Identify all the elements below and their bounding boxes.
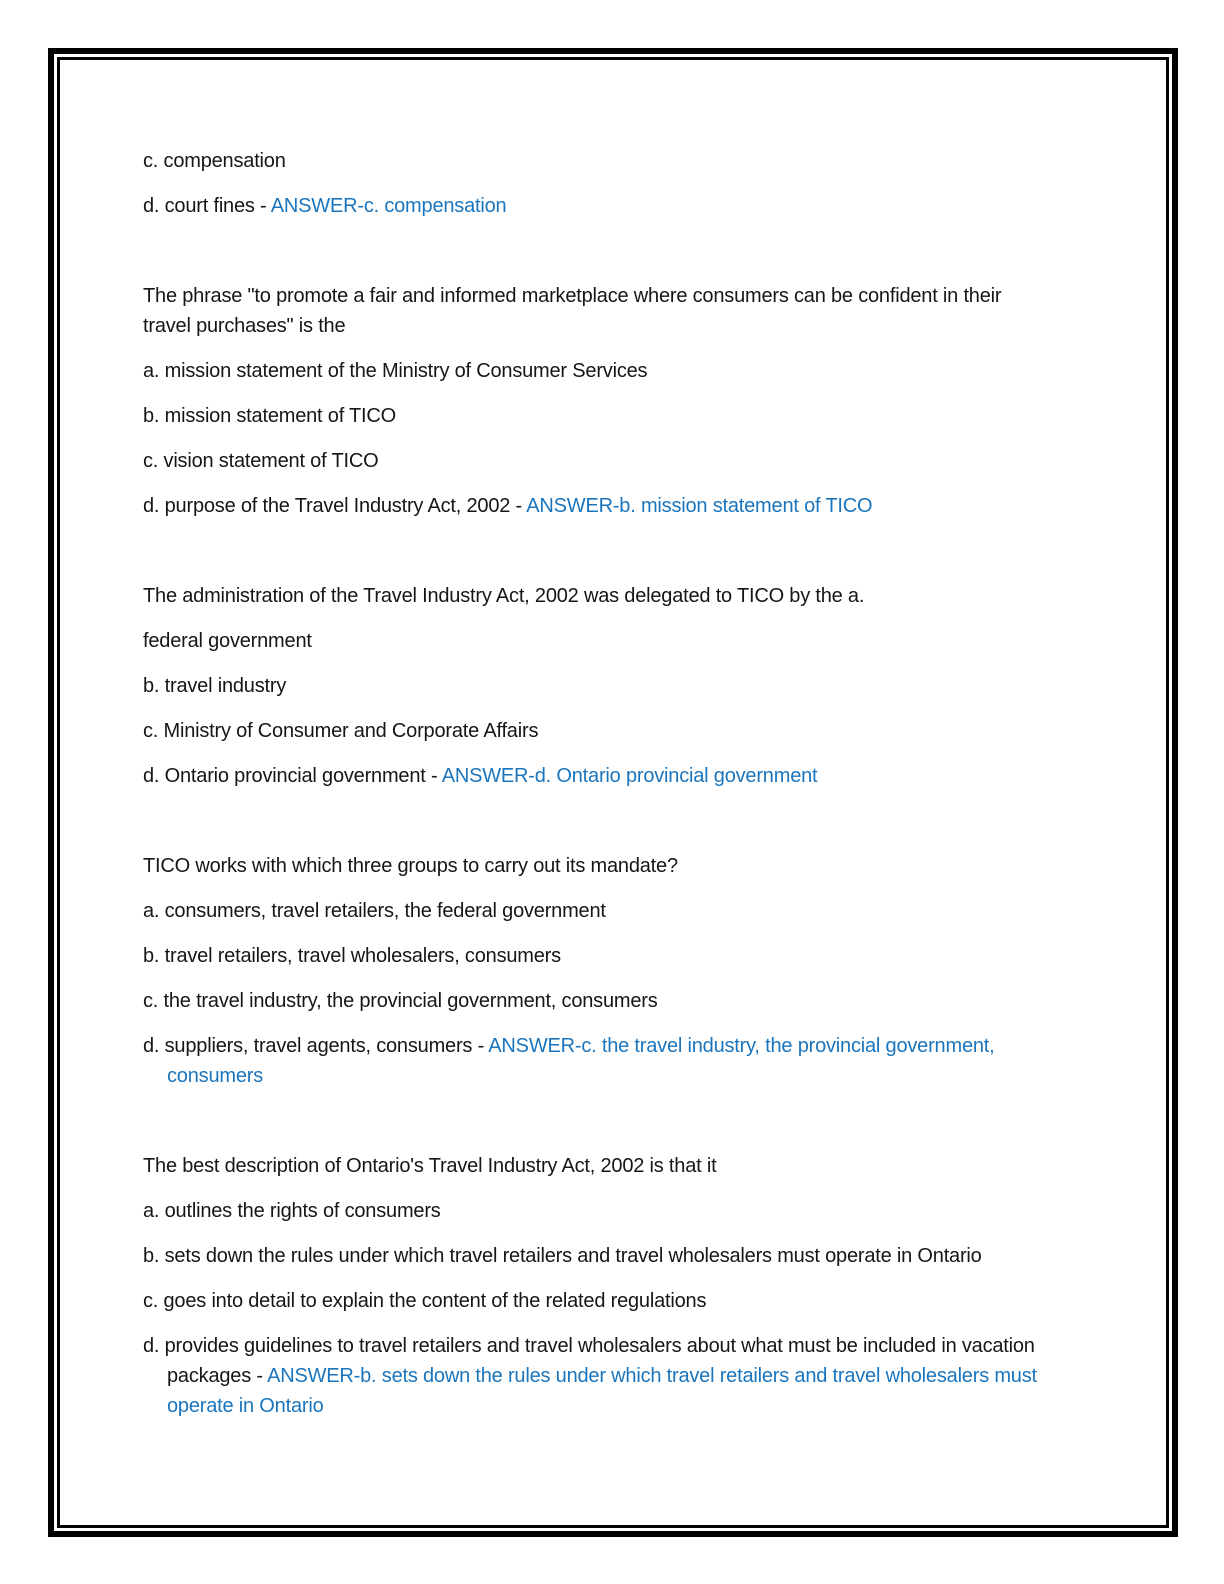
text-run: b. travel industry (143, 675, 287, 697)
question-text (143, 281, 1096, 341)
text-run: federal government (143, 630, 312, 652)
correct-answer-text: ANSWER-b. sets down the rules under which travel retailers and travel wholesalers must (267, 1365, 1037, 1387)
answer-option-line (143, 1196, 1096, 1226)
answer-option-line (143, 146, 1096, 176)
text-run: c. Ministry of Consumer and Corporate Affairs (143, 720, 539, 742)
text-run: d. suppliers, travel agents, consumers - (143, 1035, 489, 1057)
text-run: packages - (167, 1365, 268, 1387)
text-run: c. the travel industry, the provincial government, consumers (143, 990, 658, 1012)
correct-answer-text: operate in Ontario (167, 1395, 324, 1417)
answer-option-line (143, 671, 1096, 701)
correct-answer-text: ANSWER-c. the travel industry, the provincial government, (488, 1035, 995, 1057)
text-run: a. consumers, travel retailers, the federal government (143, 900, 606, 922)
paragraph-spacer (143, 236, 1096, 281)
answer-option-line (143, 896, 1096, 926)
paragraph-spacer (143, 1106, 1096, 1151)
paragraph-spacer (143, 806, 1096, 851)
page-border-frame (48, 48, 1178, 1537)
text-run: TICO works with which three groups to carry out its mandate? (143, 855, 678, 877)
text-run: b. mission statement of TICO (143, 405, 397, 427)
document-content (60, 60, 1166, 1421)
text-run: c. compensation (143, 150, 286, 172)
answer-option-line (143, 626, 1096, 656)
correct-answer-text: consumers (167, 1065, 264, 1087)
answer-option-line (143, 716, 1096, 746)
text-run: a. mission statement of the Ministry of Consumer Services (143, 360, 648, 382)
text-run: d. court fines - (143, 195, 271, 217)
answer-option-line (143, 401, 1096, 431)
paragraph-spacer (143, 536, 1096, 581)
correct-answer-text: ANSWER-c. compensation (270, 195, 507, 217)
answer-option-line (143, 191, 1096, 221)
answer-option-line (143, 1241, 1096, 1271)
text-run: travel purchases" is the (143, 315, 346, 337)
text-run: c. vision statement of TICO (143, 450, 379, 472)
answer-option-line (143, 1031, 1096, 1091)
text-run: a. outlines the rights of consumers (143, 1200, 441, 1222)
text-run: c. goes into detail to explain the content of the related regulations (143, 1290, 707, 1312)
text-run: The phrase "to promote a fair and informed marketplace where consumers can be confident in their (143, 285, 1002, 307)
answer-option-line (143, 356, 1096, 386)
question-text (143, 1151, 1096, 1181)
text-run: The best description of Ontario's Travel Industry Act, 2002 is that it (143, 1155, 717, 1177)
correct-answer-text: ANSWER-b. mission statement of TICO (526, 495, 873, 517)
answer-option-line (143, 761, 1096, 791)
text-run: d. purpose of the Travel Industry Act, 2002 - (143, 495, 527, 517)
text-run: d. Ontario provincial government - (143, 765, 442, 787)
answer-option-line (143, 986, 1096, 1016)
page-border-inner-line (57, 57, 1169, 1528)
answer-option-line (143, 491, 1096, 521)
text-run: b. sets down the rules under which travel retailers and travel wholesalers must operate in Ontario (143, 1245, 982, 1267)
question-text (143, 581, 1096, 611)
answer-option-line (143, 1331, 1096, 1421)
correct-answer-text: ANSWER-d. Ontario provincial government (441, 765, 818, 787)
question-text (143, 851, 1096, 881)
text-run: d. provides guidelines to travel retailers and travel wholesalers about what must be included in vacation (143, 1335, 1035, 1357)
text-run: The administration of the Travel Industry Act, 2002 was delegated to TICO by the a. (143, 585, 865, 607)
answer-option-line (143, 1286, 1096, 1316)
answer-option-line (143, 446, 1096, 476)
answer-option-line (143, 941, 1096, 971)
text-run: b. travel retailers, travel wholesalers, consumers (143, 945, 561, 967)
